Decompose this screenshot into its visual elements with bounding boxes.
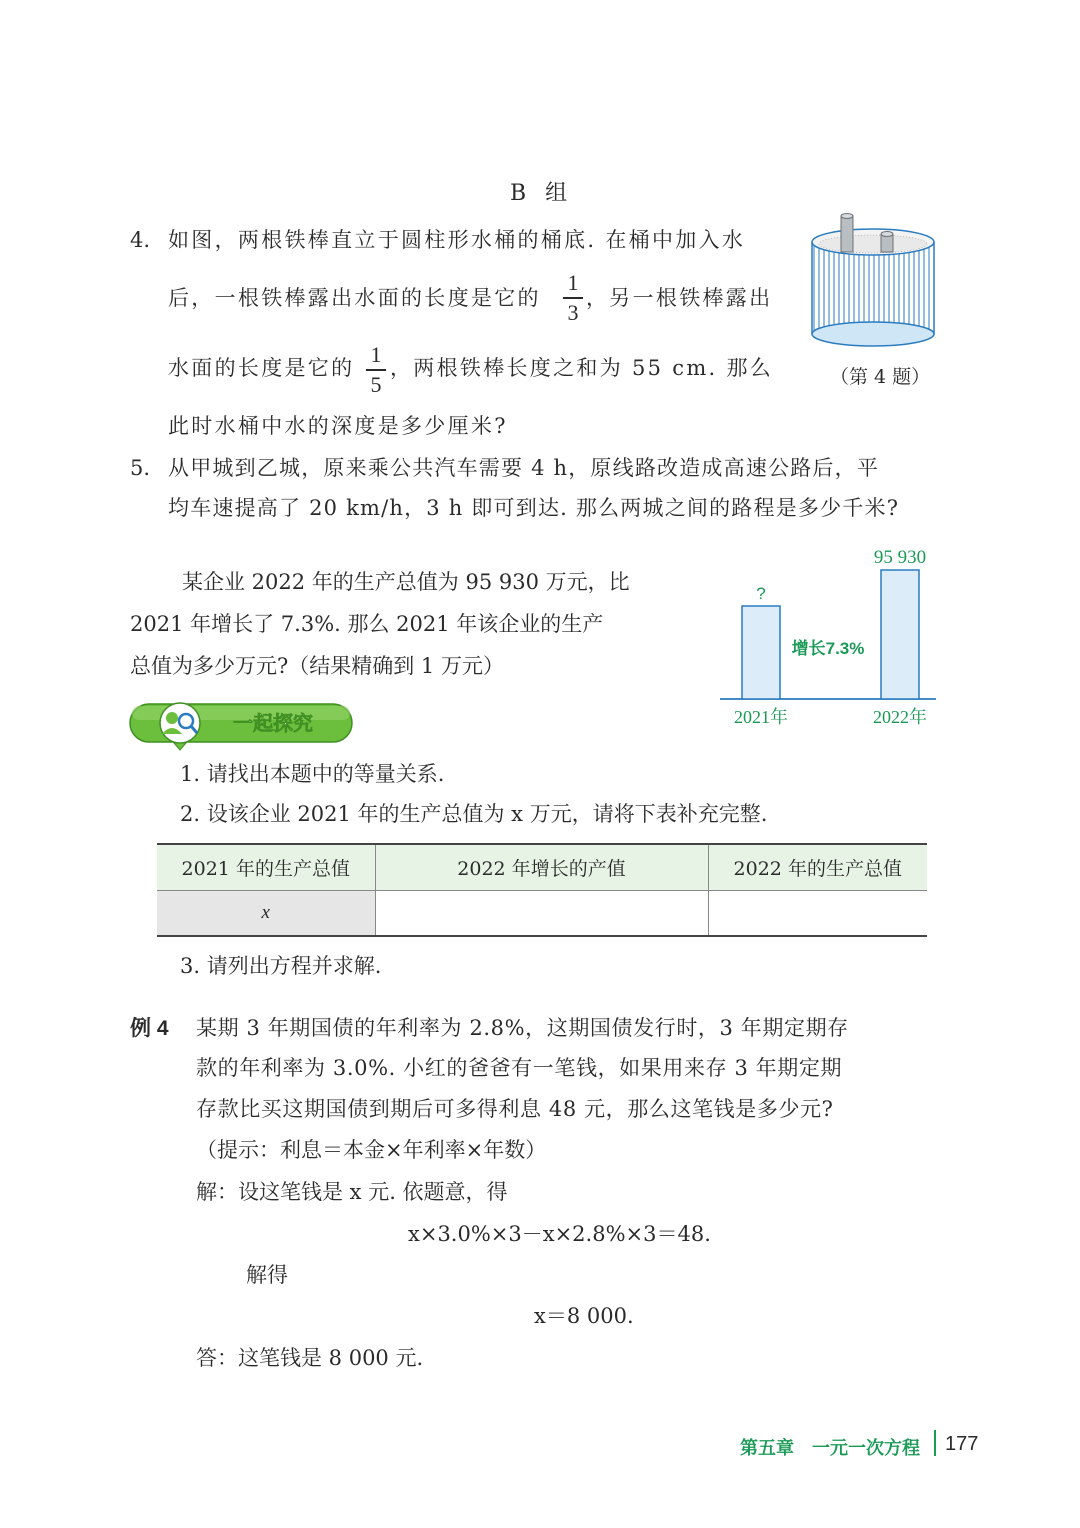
data-label-2022: 95 930 <box>873 547 927 568</box>
problem-4-number: 4. <box>130 228 151 252</box>
fraction-one-fifth-numerator: 1 <box>370 342 382 367</box>
table-header-2022-growth: 2022 年增长的产值 <box>375 844 708 890</box>
footer-divider <box>934 1430 936 1456</box>
solution-line-1: 解：设这笔钱是 x 元. 依题意，得 <box>196 1180 508 1204</box>
fraction-one-fifth <box>366 344 386 396</box>
problem-4-line-1: 如图，两根铁棒直立于圆柱形水桶的桶底. 在桶中加入水 <box>168 228 746 252</box>
fraction-one-third <box>563 272 583 324</box>
table-header-2021-output: 2021 年的生产总值 <box>157 844 375 890</box>
problem-4-line-4: 此时水桶中水的深度是多少厘米? <box>168 414 508 438</box>
bucket-body <box>812 242 934 334</box>
explore-item-3: 3. 请列出方程并求解. <box>180 954 382 978</box>
example-4-line-3: 存款比买这期国债到期后可多得利息 48 元，那么这笔钱是多少元? <box>196 1097 834 1121</box>
answer-line: 答：这笔钱是 8 000 元. <box>196 1346 424 1370</box>
bar-2021 <box>742 606 780 699</box>
category-label-2022: 2022年 <box>873 707 927 727</box>
problem-4-line-3b: ，两根铁棒长度之和为 55 cm. 那么 <box>390 356 774 380</box>
equation-1: x×3.0%×3－x×2.8%×3＝48. <box>408 1222 711 1246</box>
solution-line-2: 解得 <box>246 1263 288 1287</box>
category-label-2021: 2021年 <box>734 707 788 727</box>
example-4-hint: （提示：利息＝本金×年利率×年数） <box>196 1138 547 1162</box>
table-header-2022-output: 2022 年的生产总值 <box>708 844 927 890</box>
growth-bar-chart <box>716 540 940 736</box>
enterprise-line-2: 2021 年增长了 7.3%. 那么 2021 年该企业的生产 <box>130 612 604 636</box>
enterprise-line-3: 总值为多少万元?（结果精确到 1 万元） <box>130 654 504 678</box>
page-number: 177 <box>945 1433 979 1455</box>
figure-caption: （第 4 题） <box>830 366 931 388</box>
water-bucket-figure <box>808 210 938 350</box>
explore-item-1: 1. 请找出本题中的等量关系. <box>180 762 445 786</box>
problem-4-line-2b: ，另一根铁棒露出 <box>586 286 773 310</box>
bucket-bottom <box>812 322 934 346</box>
explore-item-2: 2. 设该企业 2021 年的生产总值为 x 万元，请将下表补充完整. <box>180 802 768 826</box>
problem-5-number: 5. <box>130 456 151 480</box>
fill-in-table <box>157 843 927 937</box>
problem-5-line-2: 均车速提高了 20 km/h，3 h 即可到达. 那么两城之间的路程是多少千米? <box>168 496 900 520</box>
table-cell-x: x <box>157 890 375 936</box>
table-row <box>157 890 927 936</box>
fraction-one-third-numerator: 1 <box>567 270 579 295</box>
fraction-one-third-denominator: 3 <box>567 299 579 325</box>
bar-2022 <box>881 570 919 699</box>
example-4-line-1: 某期 3 年期国债的年利率为 2.8%，这期国债发行时，3 年期定期存 <box>196 1016 849 1040</box>
table-cell-blank <box>708 890 927 936</box>
problem-4-line-2a: 后，一根铁棒露出水面的长度是它的 <box>168 286 541 310</box>
problem-5-line-1: 从甲城到乙城，原来乘公共汽车需要 4 h，原线路改造成高速公路后，平 <box>168 456 880 480</box>
explore-badge-label: 一起探究 <box>233 711 313 735</box>
fraction-bar <box>366 369 386 371</box>
example-4-label: 例 4 <box>130 1017 169 1040</box>
iron-rod-tall <box>841 216 853 252</box>
equation-2: x＝8 000. <box>534 1304 634 1328</box>
enterprise-line-1: 某企业 2022 年的生产总值为 95 930 万元，比 <box>182 570 630 594</box>
data-label-2021: ? <box>756 584 766 603</box>
footer-chapter-title: 第五章 一元一次方程 <box>740 1438 920 1458</box>
table-cell-blank <box>375 890 708 936</box>
fraction-one-fifth-denominator: 5 <box>370 371 382 397</box>
explore-badge <box>128 700 354 752</box>
growth-annotation: 增长7.3% <box>791 639 865 658</box>
fraction-bar <box>563 297 583 299</box>
problem-4-line-3a: 水面的长度是它的 <box>168 356 355 380</box>
section-heading: B 组 <box>510 181 574 206</box>
example-4-line-2: 款的年利率为 3.0%. 小红的爸爸有一笔钱，如果用来存 3 年期定期 <box>196 1056 843 1080</box>
